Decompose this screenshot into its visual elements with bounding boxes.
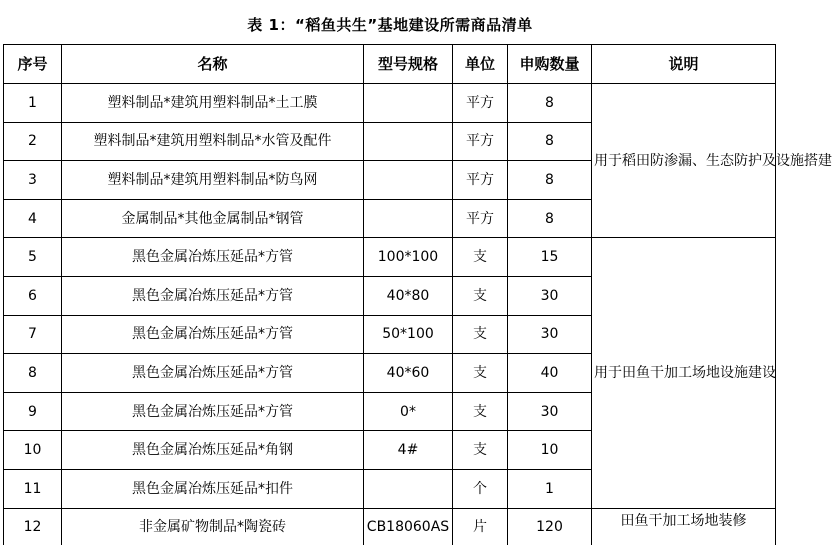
header-note: 说明 bbox=[592, 45, 776, 84]
cell-unit: 支 bbox=[453, 354, 508, 393]
cell-name: 黑色金属冶炼压延品*扣件 bbox=[62, 469, 364, 508]
cell-name: 金属制品*其他金属制品*钢管 bbox=[62, 199, 364, 238]
cell-seq: 9 bbox=[4, 392, 62, 431]
table-row bbox=[4, 84, 776, 123]
note-group-3: 田鱼干加工场地装修 bbox=[592, 508, 776, 545]
cell-spec: 0* bbox=[364, 392, 453, 431]
cell-name: 黑色金属冶炼压延品*方管 bbox=[62, 276, 364, 315]
cell-spec: 40*60 bbox=[364, 354, 453, 393]
cell-seq: 10 bbox=[4, 431, 62, 470]
goods-table bbox=[3, 44, 832, 545]
cell-unit: 平方 bbox=[453, 199, 508, 238]
cell-unit: 个 bbox=[453, 469, 508, 508]
cell-name: 塑料制品*建筑用塑料制品*水管及配件 bbox=[62, 122, 364, 161]
cell-seq: 1 bbox=[4, 84, 62, 123]
cell-name: 塑料制品*建筑用塑料制品*防鸟网 bbox=[62, 161, 364, 200]
cell-spec: 4# bbox=[364, 431, 453, 470]
cell-spec: 50*100 bbox=[364, 315, 453, 354]
cell-spec bbox=[364, 84, 453, 123]
cell-unit: 平方 bbox=[453, 84, 508, 123]
header-qty: 申购数量 bbox=[508, 45, 592, 84]
cell-unit: 支 bbox=[453, 238, 508, 277]
cell-qty: 10 bbox=[508, 431, 592, 470]
cell-unit: 支 bbox=[453, 315, 508, 354]
table-row bbox=[4, 508, 776, 545]
cell-qty: 8 bbox=[508, 122, 592, 161]
cell-spec: 100*100 bbox=[364, 238, 453, 277]
cell-seq: 7 bbox=[4, 315, 62, 354]
cell-unit: 平方 bbox=[453, 161, 508, 200]
cell-spec: CB18060AS bbox=[364, 508, 453, 545]
header-name: 名称 bbox=[62, 45, 364, 84]
cell-unit: 片 bbox=[453, 508, 508, 545]
header-unit: 单位 bbox=[453, 45, 508, 84]
table-row bbox=[4, 238, 776, 277]
cell-spec bbox=[364, 469, 453, 508]
cell-seq: 11 bbox=[4, 469, 62, 508]
cell-name: 黑色金属冶炼压延品*方管 bbox=[62, 354, 364, 393]
note-group-2: 用于田鱼干加工场地设施建设 bbox=[592, 238, 776, 508]
cell-qty: 8 bbox=[508, 161, 592, 200]
cell-spec: 40*80 bbox=[364, 276, 453, 315]
cell-seq: 3 bbox=[4, 161, 62, 200]
cell-name: 黑色金属冶炼压延品*角钢 bbox=[62, 431, 364, 470]
cell-seq: 6 bbox=[4, 276, 62, 315]
cell-unit: 支 bbox=[453, 392, 508, 431]
cell-qty: 120 bbox=[508, 508, 592, 545]
cell-seq: 2 bbox=[4, 122, 62, 161]
cell-unit: 平方 bbox=[453, 122, 508, 161]
header-spec: 型号规格 bbox=[364, 45, 453, 84]
cell-qty: 1 bbox=[508, 469, 592, 508]
cell-qty: 30 bbox=[508, 276, 592, 315]
cell-qty: 40 bbox=[508, 354, 592, 393]
cell-name: 塑料制品*建筑用塑料制品*土工膜 bbox=[62, 84, 364, 123]
cell-seq: 12 bbox=[4, 508, 62, 545]
cell-seq: 8 bbox=[4, 354, 62, 393]
cell-name: 非金属矿物制品*陶瓷砖 bbox=[62, 508, 364, 545]
cell-qty: 30 bbox=[508, 392, 592, 431]
cell-name: 黑色金属冶炼压延品*方管 bbox=[62, 238, 364, 277]
header-row bbox=[4, 45, 776, 84]
cell-unit: 支 bbox=[453, 431, 508, 470]
note-group-1: 用于稻田防渗漏、生态防护及设施搭建 bbox=[592, 84, 776, 238]
cell-qty: 15 bbox=[508, 238, 592, 277]
cell-spec bbox=[364, 161, 453, 200]
cell-unit: 支 bbox=[453, 276, 508, 315]
header-seq: 序号 bbox=[4, 45, 62, 84]
cell-name: 黑色金属冶炼压延品*方管 bbox=[62, 392, 364, 431]
cell-seq: 4 bbox=[4, 199, 62, 238]
cell-qty: 8 bbox=[508, 199, 592, 238]
cell-seq: 5 bbox=[4, 238, 62, 277]
cell-qty: 8 bbox=[508, 84, 592, 123]
table-title: 表 1：“稻鱼共生”基地建设所需商品清单 bbox=[247, 16, 533, 34]
cell-spec bbox=[364, 122, 453, 161]
cell-name: 黑色金属冶炼压延品*方管 bbox=[62, 315, 364, 354]
cell-spec bbox=[364, 199, 453, 238]
cell-qty: 30 bbox=[508, 315, 592, 354]
